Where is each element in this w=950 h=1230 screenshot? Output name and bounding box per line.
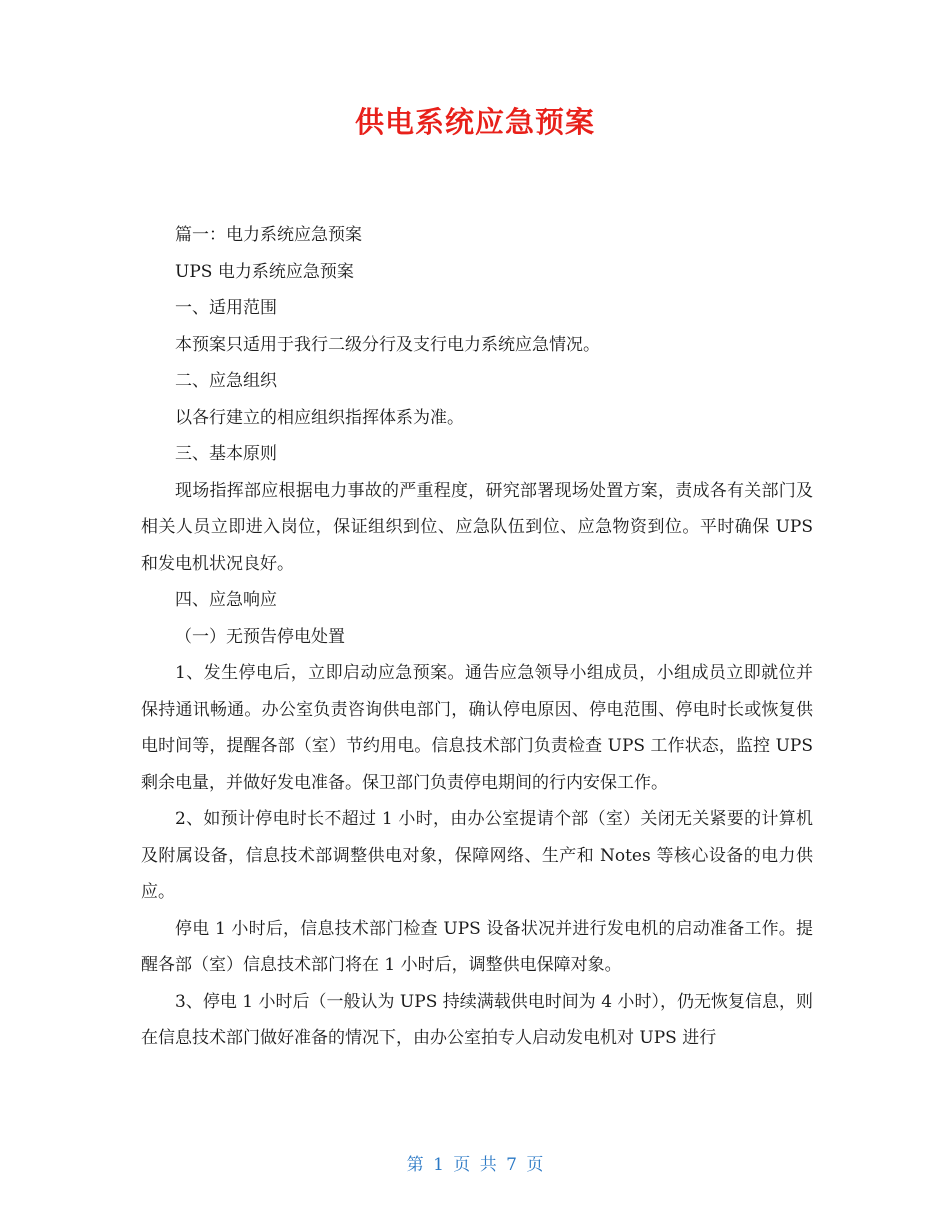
heading-principles: 三、基本原则 bbox=[175, 444, 277, 464]
document-body bbox=[141, 217, 813, 1057]
paragraph-principles: 现场指挥部应根据电力事故的严重程度，研究部署现场处置方案，责成各有关部门及相关人员立即进入岗位，保证组织到位、应急队伍到位、应急物资到位。平时确保 UPS 和发电机状况良好。 bbox=[141, 480, 813, 574]
paragraph-organization: 以各行建立的相应组织指挥体系为准。 bbox=[175, 407, 464, 428]
heading-scope: 一、适用范围 bbox=[175, 298, 277, 318]
heading-response: 四、应急响应 bbox=[175, 590, 277, 610]
heading-organization: 二、应急组织 bbox=[175, 371, 277, 391]
paragraph-scope: 本预案只适用于我行二级分行及支行电力系统应急情况。 bbox=[175, 334, 600, 355]
paragraph-step-2: 2、如预计停电时长不超过 1 小时，由办公室提请个部（室）关闭无关紧要的计算机及附属设备，信息技术部调整供电对象，保障网络、生产和 Notes 等核心设备的电力供应。 bbox=[141, 809, 813, 902]
subheading-outage: （一）无预告停电处置 bbox=[175, 626, 345, 647]
page-number-footer: 第 1 页 共 7 页 bbox=[406, 1155, 544, 1175]
section-heading: 篇一：电力系统应急预案 bbox=[175, 225, 362, 245]
paragraph-step-1: 1、发生停电后，立即启动应急预案。通告应急领导小组成员，小组成员立即就位并保持通讯畅通。办公室负责咨询供电部门，确认停电原因、停电范围、停电时长或恢复供电时间等，提醒各部（室）节约用电。信息技术部门负责检查 UPS 工作状态，监控 UPS 剩余电量，并做好发电准备。保卫部门负责停电期间的行内安保工作。 bbox=[141, 663, 813, 793]
document-title: 供电系统应急预案 bbox=[354, 105, 595, 139]
paragraph-step-2-cont: 停电 1 小时后，信息技术部门检查 UPS 设备状况并进行发电机的启动准备工作。提醒各部（室）信息技术部门将在 1 小时后，调整供电保障对象。 bbox=[141, 918, 813, 975]
section-subheading: UPS 电力系统应急预案 bbox=[175, 261, 354, 282]
paragraph-step-3: 3、停电 1 小时后（一般认为 UPS 持续满载供电时间为 4 小时），仍无恢复信息，则在信息技术部门做好准备的情况下，由办公室拍专人启动发电机对 UPS 进行 bbox=[141, 991, 813, 1048]
